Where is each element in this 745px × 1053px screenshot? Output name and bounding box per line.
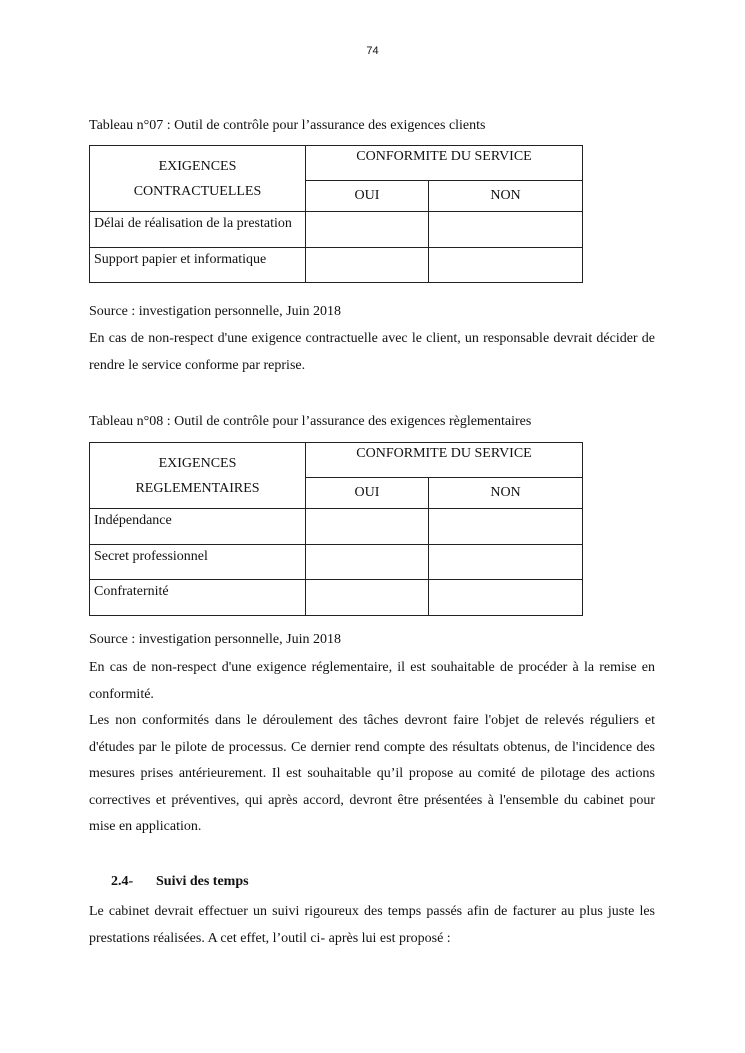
table07-cell-non <box>429 247 583 283</box>
table07-header-left <box>90 146 306 212</box>
table08-row-label: Secret professionnel <box>90 544 306 580</box>
table07-row-label: Support papier et informatique <box>90 247 306 283</box>
paragraph: Les non conformités dans le déroulement des tâches devront faire l'objet de relevés réguliers et d'études par le pilote de processus. Ce dernier rend compte des résultats obtenus, de l'incidence des mesures prises antérieurement. Il est souhaitable qu’il propose au comité de pilotage des actions correctives et préventives, qui après accord, devront être présentées à l'ensemble du cabinet pour mise en application. <box>89 713 655 834</box>
table07-col-non: NON <box>429 180 583 212</box>
table08-source: Source : investigation personnelle, Juin 2018 <box>89 632 341 647</box>
table07 <box>89 145 583 283</box>
table-row <box>90 544 583 580</box>
table08-header-left-line2: REGLEMENTAIRES <box>135 480 260 496</box>
table08-row-label: Confraternité <box>90 580 306 616</box>
table-row <box>90 247 583 283</box>
table07-cell-oui <box>306 212 429 248</box>
table07-cell-non <box>429 212 583 248</box>
table07-row-label: Délai de réalisation de la prestation <box>90 212 306 248</box>
table08-col-oui: OUI <box>306 477 429 509</box>
table-row <box>90 580 583 616</box>
table07-source: Source : investigation personnelle, Juin 2018 <box>89 304 341 319</box>
section-number: 2.4- <box>111 874 134 889</box>
table08-header-left <box>90 443 306 509</box>
table08-cell-oui <box>306 544 429 580</box>
table08-caption: Tableau n°08 : Outil de contrôle pour l’assurance des exigences règlementaires <box>89 414 532 429</box>
table07-header-right: CONFORMITE DU SERVICE <box>306 146 583 181</box>
table08-cell-oui <box>306 580 429 616</box>
page-number: 74 <box>366 45 379 57</box>
table08-header-right: CONFORMITE DU SERVICE <box>306 443 583 478</box>
table-row <box>90 212 583 248</box>
paragraph: En cas de non-respect d'une exigence réglementaire, il est souhaitable de procéder à la remise en conformité. <box>89 660 655 702</box>
table08-cell-oui <box>306 509 429 545</box>
paragraph: Le cabinet devrait effectuer un suivi rigoureux des temps passés afin de facturer au plus juste les prestations réalisées. A cet effet, l’outil ci- après lui est proposé : <box>89 904 655 946</box>
section-title: Suivi des temps <box>156 874 249 889</box>
table-row <box>90 509 583 545</box>
table07-header-left-line2: CONTRACTUELLES <box>133 183 262 199</box>
table07-header-left-line1: EXIGENCES <box>158 158 237 174</box>
table07-col-oui: OUI <box>306 180 429 212</box>
table08 <box>89 442 583 616</box>
paragraph: En cas de non-respect d'une exigence contractuelle avec le client, un responsable devrait décider de rendre le service conforme par reprise. <box>89 331 655 373</box>
table08-cell-non <box>429 544 583 580</box>
table07-cell-oui <box>306 247 429 283</box>
table08-cell-non <box>429 509 583 545</box>
table08-col-non: NON <box>429 477 583 509</box>
table08-header-left-line1: EXIGENCES <box>158 455 237 471</box>
table07-caption: Tableau n°07 : Outil de contrôle pour l’assurance des exigences clients <box>89 118 486 133</box>
table08-cell-non <box>429 580 583 616</box>
table08-row-label: Indépendance <box>90 509 306 545</box>
section-heading <box>111 874 249 890</box>
